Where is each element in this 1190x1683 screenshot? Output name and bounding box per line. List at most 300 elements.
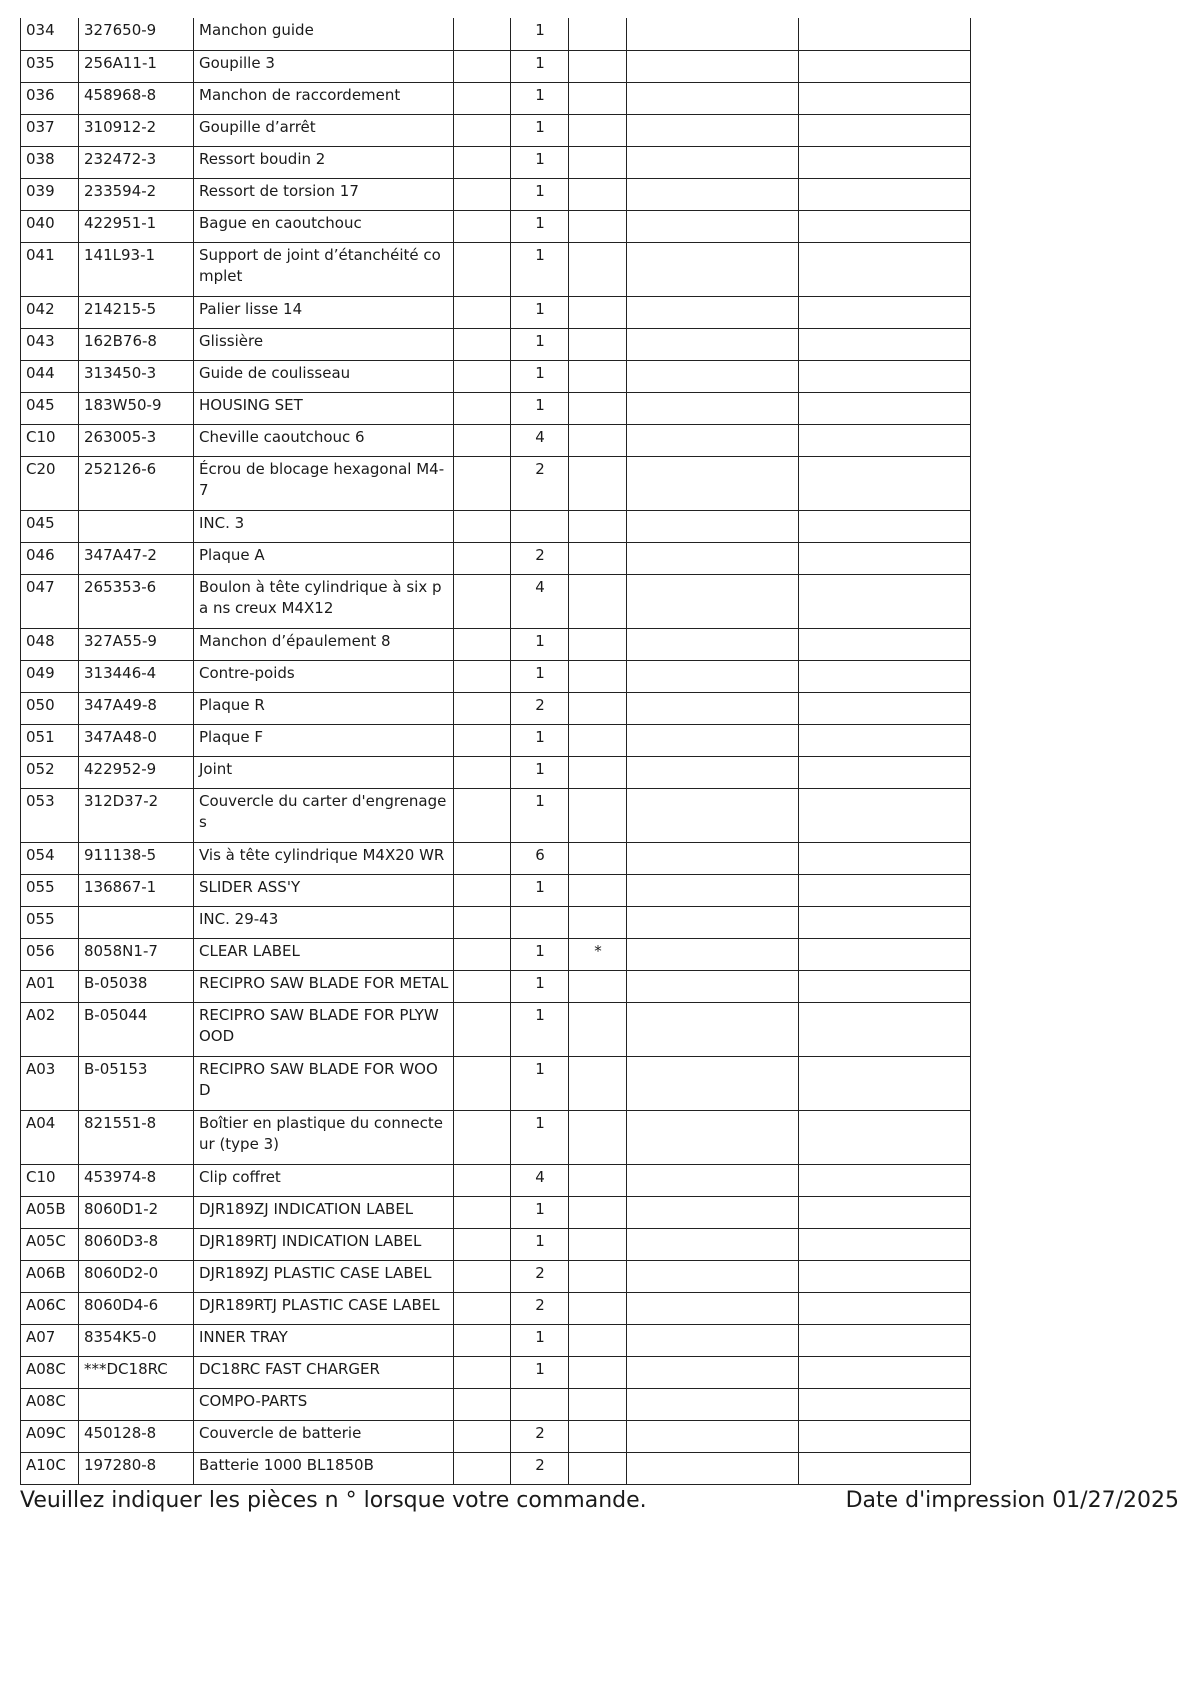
empty-cell (799, 1196, 971, 1228)
item-no-cell: 045 (21, 510, 79, 542)
item-no-cell: C10 (21, 1164, 79, 1196)
table-row (21, 970, 971, 1002)
part-number-cell: 911138-5 (79, 842, 194, 874)
description-cell: Plaque F (194, 724, 454, 756)
empty-cell (627, 18, 799, 50)
mark-cell (569, 456, 627, 510)
empty-cell (627, 970, 799, 1002)
empty-cell (454, 50, 511, 82)
part-number-cell: 8354K5-0 (79, 1324, 194, 1356)
empty-cell (799, 242, 971, 296)
item-no-cell: A08C (21, 1388, 79, 1420)
table-row (21, 296, 971, 328)
empty-cell (454, 628, 511, 660)
table-row (21, 1292, 971, 1324)
empty-cell (799, 178, 971, 210)
table-row (21, 1056, 971, 1110)
empty-cell (454, 1196, 511, 1228)
item-no-cell: 052 (21, 756, 79, 788)
quantity-cell: 1 (511, 628, 569, 660)
description-cell: HOUSING SET (194, 392, 454, 424)
empty-cell (454, 542, 511, 574)
empty-cell (454, 1388, 511, 1420)
description-cell: Manchon guide (194, 18, 454, 50)
mark-cell (569, 392, 627, 424)
item-no-cell: 034 (21, 18, 79, 50)
empty-cell (454, 1002, 511, 1056)
quantity-cell: 1 (511, 724, 569, 756)
empty-cell (799, 360, 971, 392)
item-no-cell: C10 (21, 424, 79, 456)
description-cell: RECIPRO SAW BLADE FOR WOO D (194, 1056, 454, 1110)
empty-cell (627, 756, 799, 788)
empty-cell (627, 424, 799, 456)
quantity-cell: 1 (511, 296, 569, 328)
description-cell: DJR189ZJ PLASTIC CASE LABEL (194, 1260, 454, 1292)
description-cell: Cheville caoutchouc 6 (194, 424, 454, 456)
mark-cell (569, 1292, 627, 1324)
part-number-cell: 310912-2 (79, 114, 194, 146)
description-cell: Boîtier en plastique du connecte ur (type 3) (194, 1110, 454, 1164)
mark-cell (569, 1196, 627, 1228)
empty-cell (454, 424, 511, 456)
empty-cell (627, 1420, 799, 1452)
mark-cell (569, 1260, 627, 1292)
part-number-cell: 8060D2-0 (79, 1260, 194, 1292)
empty-cell (454, 756, 511, 788)
part-number-cell: 8060D3-8 (79, 1228, 194, 1260)
empty-cell (627, 242, 799, 296)
table-row (21, 1002, 971, 1056)
empty-cell (454, 392, 511, 424)
quantity-cell: 2 (511, 456, 569, 510)
table-row (21, 1356, 971, 1388)
item-no-cell: A02 (21, 1002, 79, 1056)
empty-cell (799, 1324, 971, 1356)
empty-cell (454, 510, 511, 542)
item-no-cell: 046 (21, 542, 79, 574)
empty-cell (627, 1292, 799, 1324)
empty-cell (799, 938, 971, 970)
description-cell: Glissière (194, 328, 454, 360)
mark-cell (569, 724, 627, 756)
description-cell: Batterie 1000 BL1850B (194, 1452, 454, 1484)
quantity-cell: 2 (511, 542, 569, 574)
mark-cell (569, 328, 627, 360)
item-no-cell: A09C (21, 1420, 79, 1452)
empty-cell (454, 938, 511, 970)
empty-cell (799, 1388, 971, 1420)
empty-cell (799, 628, 971, 660)
description-cell: DJR189RTJ INDICATION LABEL (194, 1228, 454, 1260)
empty-cell (799, 296, 971, 328)
empty-cell (454, 906, 511, 938)
empty-cell (454, 1452, 511, 1484)
description-cell: Contre-poids (194, 660, 454, 692)
mark-cell (569, 1228, 627, 1260)
empty-cell (627, 1228, 799, 1260)
empty-cell (454, 692, 511, 724)
empty-cell (799, 328, 971, 360)
empty-cell (454, 660, 511, 692)
empty-cell (454, 18, 511, 50)
part-number-cell: 252126-6 (79, 456, 194, 510)
part-number-cell: 347A48-0 (79, 724, 194, 756)
empty-cell (799, 146, 971, 178)
description-cell: Couvercle de batterie (194, 1420, 454, 1452)
part-number-cell: 8060D4-6 (79, 1292, 194, 1324)
empty-cell (627, 574, 799, 628)
part-number-cell: 183W50-9 (79, 392, 194, 424)
empty-cell (627, 542, 799, 574)
mark-cell (569, 178, 627, 210)
table-row (21, 1228, 971, 1260)
item-no-cell: A04 (21, 1110, 79, 1164)
table-row (21, 724, 971, 756)
part-number-cell: 141L93-1 (79, 242, 194, 296)
quantity-cell: 1 (511, 1196, 569, 1228)
description-cell: RECIPRO SAW BLADE FOR METAL (194, 970, 454, 1002)
empty-cell (627, 296, 799, 328)
item-no-cell: 048 (21, 628, 79, 660)
description-cell: SLIDER ASS'Y (194, 874, 454, 906)
item-no-cell: 051 (21, 724, 79, 756)
mark-cell (569, 970, 627, 1002)
empty-cell (454, 210, 511, 242)
mark-cell (569, 1388, 627, 1420)
table-row (21, 1452, 971, 1484)
mark-cell (569, 50, 627, 82)
empty-cell (627, 874, 799, 906)
quantity-cell: 1 (511, 392, 569, 424)
table-row (21, 510, 971, 542)
mark-cell (569, 788, 627, 842)
mark-cell (569, 18, 627, 50)
mark-cell (569, 210, 627, 242)
table-row (21, 18, 971, 50)
empty-cell (799, 660, 971, 692)
table-row (21, 392, 971, 424)
table-row (21, 178, 971, 210)
mark-cell (569, 360, 627, 392)
item-no-cell: 053 (21, 788, 79, 842)
part-number-cell: 313450-3 (79, 360, 194, 392)
empty-cell (454, 178, 511, 210)
table-row (21, 906, 971, 938)
quantity-cell: 1 (511, 788, 569, 842)
print-date: Date d'impression 01/27/2025 (845, 1488, 1179, 1513)
quantity-cell: 6 (511, 842, 569, 874)
empty-cell (454, 360, 511, 392)
table-row (21, 1196, 971, 1228)
part-number-cell: 327A55-9 (79, 628, 194, 660)
empty-cell (627, 692, 799, 724)
part-number-cell: 8058N1-7 (79, 938, 194, 970)
item-no-cell: 050 (21, 692, 79, 724)
item-no-cell: A06B (21, 1260, 79, 1292)
description-cell: Écrou de blocage hexagonal M4- 7 (194, 456, 454, 510)
description-cell: DC18RC FAST CHARGER (194, 1356, 454, 1388)
empty-cell (799, 970, 971, 1002)
description-cell: Ressort boudin 2 (194, 146, 454, 178)
part-number-cell: 453974-8 (79, 1164, 194, 1196)
description-cell: DJR189ZJ INDICATION LABEL (194, 1196, 454, 1228)
empty-cell (627, 1196, 799, 1228)
mark-cell (569, 756, 627, 788)
quantity-cell: 1 (511, 660, 569, 692)
empty-cell (799, 756, 971, 788)
item-no-cell: 045 (21, 392, 79, 424)
mark-cell (569, 82, 627, 114)
part-number-cell: 8060D1-2 (79, 1196, 194, 1228)
empty-cell (627, 938, 799, 970)
parts-table (20, 18, 971, 1485)
empty-cell (627, 210, 799, 242)
part-number-cell: 265353-6 (79, 574, 194, 628)
empty-cell (454, 1420, 511, 1452)
empty-cell (799, 842, 971, 874)
part-number-cell (79, 906, 194, 938)
quantity-cell: 1 (511, 82, 569, 114)
table-row (21, 210, 971, 242)
item-no-cell: 037 (21, 114, 79, 146)
description-cell: Support de joint d’étanchéité co mplet (194, 242, 454, 296)
mark-cell (569, 628, 627, 660)
part-number-cell: B-05044 (79, 1002, 194, 1056)
empty-cell (799, 424, 971, 456)
mark-cell (569, 574, 627, 628)
mark-cell (569, 660, 627, 692)
table-row (21, 574, 971, 628)
table-row (21, 242, 971, 296)
table-row (21, 788, 971, 842)
empty-cell (454, 1324, 511, 1356)
table-row (21, 1110, 971, 1164)
quantity-cell: 4 (511, 424, 569, 456)
part-number-cell: 263005-3 (79, 424, 194, 456)
mark-cell (569, 1110, 627, 1164)
quantity-cell: 4 (511, 1164, 569, 1196)
mark-cell (569, 1002, 627, 1056)
empty-cell (454, 970, 511, 1002)
table-row (21, 874, 971, 906)
table-row (21, 1260, 971, 1292)
item-no-cell: 055 (21, 906, 79, 938)
empty-cell (627, 1324, 799, 1356)
mark-cell (569, 146, 627, 178)
empty-cell (627, 1260, 799, 1292)
empty-cell (799, 210, 971, 242)
description-cell: COMPO-PARTS (194, 1388, 454, 1420)
empty-cell (799, 456, 971, 510)
table-row (21, 1420, 971, 1452)
quantity-cell: 1 (511, 18, 569, 50)
quantity-cell: 2 (511, 1260, 569, 1292)
part-number-cell: 347A47-2 (79, 542, 194, 574)
quantity-cell: 1 (511, 970, 569, 1002)
part-number-cell: ***DC18RC (79, 1356, 194, 1388)
item-no-cell: 055 (21, 874, 79, 906)
item-no-cell: A10C (21, 1452, 79, 1484)
empty-cell (627, 628, 799, 660)
table-row (21, 1164, 971, 1196)
quantity-cell: 1 (511, 1324, 569, 1356)
empty-cell (799, 1002, 971, 1056)
item-no-cell: 038 (21, 146, 79, 178)
table-row (21, 628, 971, 660)
table-row (21, 1388, 971, 1420)
quantity-cell: 2 (511, 1420, 569, 1452)
description-cell: Vis à tête cylindrique M4X20 WR (194, 842, 454, 874)
mark-cell (569, 1164, 627, 1196)
description-cell: INC. 29-43 (194, 906, 454, 938)
quantity-cell: 1 (511, 1110, 569, 1164)
empty-cell (799, 1420, 971, 1452)
empty-cell (799, 906, 971, 938)
description-cell: Joint (194, 756, 454, 788)
empty-cell (454, 146, 511, 178)
description-cell: RECIPRO SAW BLADE FOR PLYW OOD (194, 1002, 454, 1056)
description-cell: Guide de coulisseau (194, 360, 454, 392)
empty-cell (627, 1002, 799, 1056)
empty-cell (627, 1110, 799, 1164)
empty-cell (799, 874, 971, 906)
mark-cell (569, 874, 627, 906)
mark-cell (569, 114, 627, 146)
part-number-cell: 347A49-8 (79, 692, 194, 724)
description-cell: Ressort de torsion 17 (194, 178, 454, 210)
description-cell: DJR189RTJ PLASTIC CASE LABEL (194, 1292, 454, 1324)
quantity-cell: 1 (511, 1056, 569, 1110)
item-no-cell: A05B (21, 1196, 79, 1228)
empty-cell (454, 1260, 511, 1292)
item-no-cell: 039 (21, 178, 79, 210)
quantity-cell: 4 (511, 574, 569, 628)
empty-cell (454, 296, 511, 328)
empty-cell (454, 1110, 511, 1164)
table-row (21, 692, 971, 724)
item-no-cell: 035 (21, 50, 79, 82)
mark-cell (569, 542, 627, 574)
empty-cell (799, 1164, 971, 1196)
empty-cell (454, 1292, 511, 1324)
empty-cell (799, 50, 971, 82)
part-number-cell: 136867-1 (79, 874, 194, 906)
empty-cell (454, 82, 511, 114)
description-cell: INC. 3 (194, 510, 454, 542)
table-row (21, 328, 971, 360)
table-row (21, 50, 971, 82)
description-cell: Boulon à tête cylindrique à six pa ns creux M4X12 (194, 574, 454, 628)
mark-cell (569, 1056, 627, 1110)
part-number-cell: 256A11-1 (79, 50, 194, 82)
description-cell: INNER TRAY (194, 1324, 454, 1356)
description-cell: Couvercle du carter d'engrenage s (194, 788, 454, 842)
mark-cell (569, 1356, 627, 1388)
empty-cell (627, 1356, 799, 1388)
empty-cell (454, 242, 511, 296)
quantity-cell: 1 (511, 178, 569, 210)
empty-cell (627, 456, 799, 510)
empty-cell (627, 1388, 799, 1420)
item-no-cell: 040 (21, 210, 79, 242)
description-cell: Manchon d’épaulement 8 (194, 628, 454, 660)
description-cell: Palier lisse 14 (194, 296, 454, 328)
description-cell: Clip coffret (194, 1164, 454, 1196)
mark-cell (569, 842, 627, 874)
part-number-cell: 233594-2 (79, 178, 194, 210)
empty-cell (627, 1164, 799, 1196)
empty-cell (627, 788, 799, 842)
item-no-cell: 044 (21, 360, 79, 392)
part-number-cell: 458968-8 (79, 82, 194, 114)
empty-cell (627, 82, 799, 114)
empty-cell (627, 660, 799, 692)
empty-cell (627, 906, 799, 938)
mark-cell (569, 510, 627, 542)
table-row (21, 660, 971, 692)
item-no-cell: 056 (21, 938, 79, 970)
empty-cell (799, 574, 971, 628)
description-cell: Plaque A (194, 542, 454, 574)
description-cell: Bague en caoutchouc (194, 210, 454, 242)
table-row (21, 424, 971, 456)
table-row (21, 842, 971, 874)
empty-cell (454, 842, 511, 874)
empty-cell (454, 114, 511, 146)
part-number-cell: 214215-5 (79, 296, 194, 328)
empty-cell (799, 1260, 971, 1292)
empty-cell (799, 788, 971, 842)
mark-cell (569, 1324, 627, 1356)
part-number-cell: 313446-4 (79, 660, 194, 692)
mark-cell (569, 692, 627, 724)
part-number-cell: 197280-8 (79, 1452, 194, 1484)
quantity-cell: 1 (511, 874, 569, 906)
part-number-cell: 422951-1 (79, 210, 194, 242)
quantity-cell: 2 (511, 1452, 569, 1484)
empty-cell (627, 1452, 799, 1484)
item-no-cell: 036 (21, 82, 79, 114)
part-number-cell: 450128-8 (79, 1420, 194, 1452)
item-no-cell: 041 (21, 242, 79, 296)
empty-cell (454, 724, 511, 756)
empty-cell (627, 842, 799, 874)
item-no-cell: C20 (21, 456, 79, 510)
quantity-cell: 1 (511, 756, 569, 788)
quantity-cell: 2 (511, 692, 569, 724)
quantity-cell (511, 510, 569, 542)
empty-cell (454, 1164, 511, 1196)
item-no-cell: 043 (21, 328, 79, 360)
order-note: Veuillez indiquer les pièces n ° lorsque votre commande. (20, 1488, 647, 1513)
mark-cell: * (569, 938, 627, 970)
item-no-cell: 042 (21, 296, 79, 328)
mark-cell (569, 1452, 627, 1484)
empty-cell (627, 328, 799, 360)
table-row (21, 938, 971, 970)
table-row (21, 146, 971, 178)
empty-cell (627, 146, 799, 178)
quantity-cell: 1 (511, 242, 569, 296)
quantity-cell: 1 (511, 114, 569, 146)
item-no-cell: A05C (21, 1228, 79, 1260)
description-cell: Goupille d’arrêt (194, 114, 454, 146)
quantity-cell: 1 (511, 210, 569, 242)
part-number-cell (79, 510, 194, 542)
empty-cell (454, 1356, 511, 1388)
empty-cell (799, 1452, 971, 1484)
